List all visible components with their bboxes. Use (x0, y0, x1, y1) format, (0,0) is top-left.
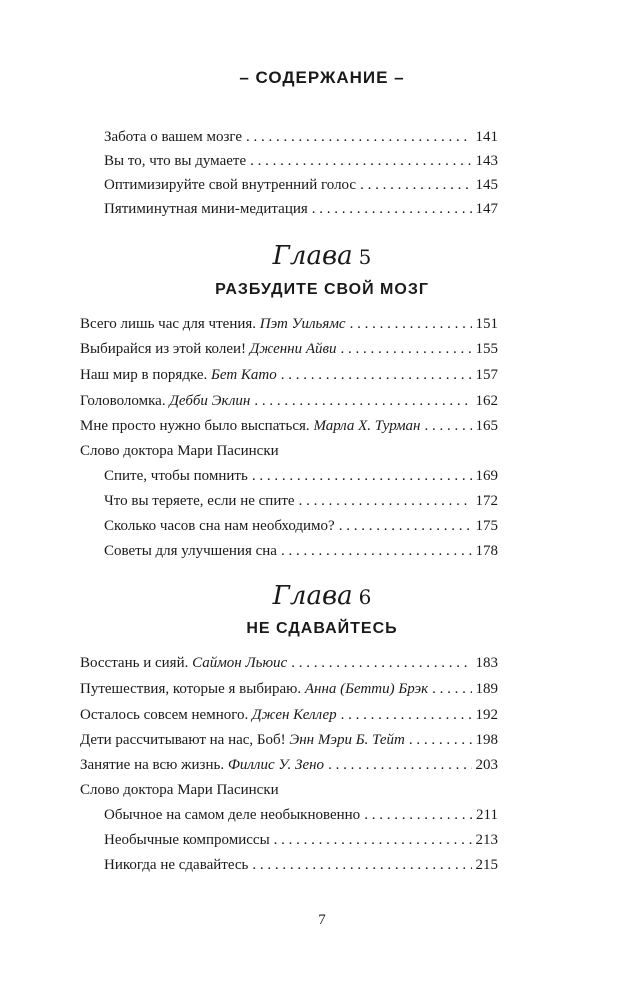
dot-leader (291, 653, 471, 673)
page-number: 7 (318, 912, 326, 928)
toc-entry-page: 213 (475, 832, 498, 848)
toc-entry-page: 192 (475, 707, 498, 723)
toc-entry-author: Анна (Бетти) Брэк (304, 681, 429, 697)
toc-entry-page: 151 (475, 316, 498, 332)
toc-entry-author: Филлис У. Зено (227, 757, 325, 773)
chapter-word: Глава (272, 581, 353, 611)
dot-leader (432, 679, 471, 699)
toc-entry-page: 178 (475, 543, 498, 559)
toc-entry-page: 203 (475, 757, 498, 773)
toc-entry-title: Никогда не сдавайтесь (104, 857, 249, 873)
dot-leader (364, 805, 472, 825)
toc-entry-author: Пэт Уильямс (259, 316, 346, 332)
toc-entry-author: Дебби Эклин (169, 393, 251, 409)
doctor-section-heading[interactable]: Слово доктора Мари Пасински (80, 443, 279, 459)
toc-entry-title: Советы для улучшения сна (104, 543, 277, 559)
toc-entry-title: Пятиминутная мини-медитация (104, 201, 308, 217)
toc-entry-title: Необычные компромиссы (104, 832, 270, 848)
toc-entry[interactable] (80, 314, 498, 334)
toc-entry[interactable] (80, 679, 498, 699)
dot-leader (274, 830, 472, 850)
toc-entry[interactable] (80, 705, 498, 725)
toc-entry-title: Мне просто нужно было выспаться. (80, 418, 310, 434)
toc-entry-page: 145 (475, 177, 498, 193)
chapter-label (0, 240, 644, 273)
dot-leader (312, 199, 472, 219)
toc-entry[interactable] (80, 365, 498, 385)
toc-entry-title: Выбирайся из этой колеи! (80, 341, 247, 357)
toc-entry-page: 143 (475, 153, 498, 169)
toc-entry-page: 198 (475, 732, 498, 748)
toc-entry-title: Оптимизируйте свой внутренний голос (104, 177, 357, 193)
dot-leader (254, 391, 471, 411)
toc-subentry[interactable] (104, 491, 498, 511)
toc-entry-title: Спите, чтобы помнить (104, 468, 248, 484)
toc-entry-page: 162 (475, 393, 498, 409)
chapter-title: НЕ СДАВАЙТЕСЬ (246, 620, 398, 637)
chapter-word: Глава (272, 241, 353, 271)
toc-subentry[interactable] (104, 516, 498, 536)
toc-entry[interactable] (104, 151, 498, 171)
toc-entry-title: Восстань и сияй. (80, 655, 189, 671)
toc-subentry[interactable] (104, 855, 498, 875)
chapter-number: 6 (358, 585, 372, 609)
chapter-title: РАЗБУДИТЕ СВОЙ МОЗГ (215, 281, 429, 298)
dot-leader (281, 365, 472, 385)
running-head: – СОДЕРЖАНИЕ – (239, 68, 405, 87)
toc-entry-title: Головоломка. (80, 393, 166, 409)
toc-entry-author: Саймон Льюис (192, 655, 288, 671)
toc-entry-title: Что вы теряете, если не спите (104, 493, 295, 509)
toc-subentry[interactable] (104, 541, 498, 561)
toc-entry[interactable] (104, 175, 498, 195)
dot-leader (252, 855, 471, 875)
dot-leader (425, 416, 472, 436)
toc-entry-title: Вы то, что вы думаете (104, 153, 247, 169)
chapter-label (0, 580, 644, 613)
dot-leader (341, 705, 472, 725)
dot-leader (328, 755, 471, 775)
dot-leader (341, 339, 472, 359)
toc-entry-title: Наш мир в порядке. (80, 367, 208, 383)
toc-entry[interactable] (104, 199, 498, 219)
toc-entry-page: 175 (475, 518, 498, 534)
toc-entry-page: 157 (475, 367, 498, 383)
toc-entry-page: 169 (475, 468, 498, 484)
toc-subentry[interactable] (104, 805, 498, 825)
toc-entry-page: 155 (475, 341, 498, 357)
toc-entry-author: Марла Х. Турман (313, 418, 421, 434)
toc-entry[interactable] (80, 755, 498, 775)
toc-entry-page: 141 (475, 129, 498, 145)
toc-entry[interactable] (80, 391, 498, 411)
dot-leader (409, 730, 472, 750)
toc-entry-title: Осталось совсем немного. (80, 707, 249, 723)
dot-leader (281, 541, 472, 561)
toc-entry-title: Сколько часов сна нам необходимо? (104, 518, 335, 534)
toc-entry-title: Обычное на самом деле необыкновенно (104, 807, 361, 823)
toc-subentry[interactable] (104, 466, 498, 486)
toc-entry-page: 215 (475, 857, 498, 873)
toc-entry[interactable] (104, 127, 498, 147)
toc-entry[interactable] (80, 653, 498, 673)
dot-leader (339, 516, 472, 536)
toc-entry-author: Энн Мэри Б. Тейт (289, 732, 405, 748)
toc-entry-page: 172 (475, 493, 498, 509)
toc-entry-title: Дети рассчитывают на нас, Боб! (80, 732, 286, 748)
toc-entry-title: Забота о вашем мозге (104, 129, 243, 145)
toc-entry[interactable] (80, 730, 498, 750)
toc-entry-title: Путешествия, которые я выбираю. (80, 681, 302, 697)
toc-entry-title: Всего лишь час для чтения. (80, 316, 257, 332)
dot-leader (250, 151, 471, 171)
toc-entry-page: 189 (475, 681, 498, 697)
toc-entry[interactable] (80, 416, 498, 436)
toc-entry[interactable] (80, 339, 498, 359)
toc-entry-page: 147 (475, 201, 498, 217)
doctor-section-heading[interactable]: Слово доктора Мари Пасински (80, 782, 279, 798)
toc-entry-author: Дженни Айви (249, 341, 337, 357)
toc-entry-title: Занятие на всю жизнь. (80, 757, 225, 773)
dot-leader (360, 175, 471, 195)
dot-leader (299, 491, 472, 511)
dot-leader (246, 127, 471, 147)
toc-entry-author: Бет Като (211, 367, 277, 383)
toc-entry-page: 183 (475, 655, 498, 671)
dot-leader (350, 314, 472, 334)
toc-entry-page: 165 (475, 418, 498, 434)
chapter-number: 5 (358, 245, 372, 269)
dot-leader (252, 466, 472, 486)
toc-entry-author: Джен Келлер (252, 707, 337, 723)
toc-subentry[interactable] (104, 830, 498, 850)
toc-entry-page: 211 (476, 807, 498, 823)
